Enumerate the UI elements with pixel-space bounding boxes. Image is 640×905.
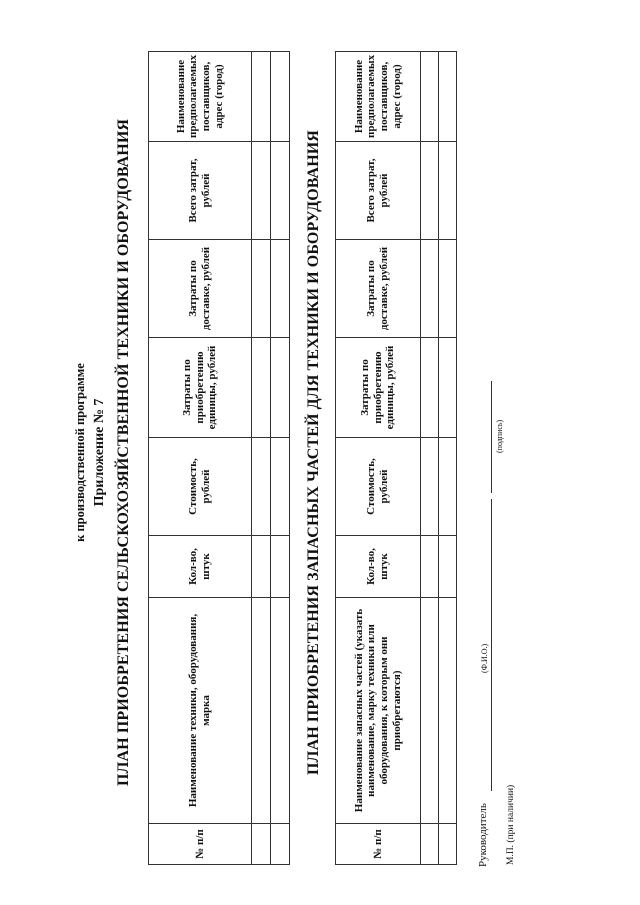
header-name: Наименование техники, оборудования, марка (149, 598, 252, 824)
table-row (439, 52, 457, 865)
table-cell[interactable] (252, 142, 271, 240)
table-cell[interactable] (421, 142, 439, 240)
header-qty: Кол-во, штук (149, 536, 252, 598)
table-row (252, 52, 271, 865)
table-cell[interactable] (439, 142, 457, 240)
fio-signature-line[interactable] (491, 499, 492, 791)
table-cell[interactable] (271, 338, 290, 438)
table-cell[interactable] (421, 598, 439, 824)
table-cell[interactable] (271, 598, 290, 824)
table-cell[interactable] (271, 142, 290, 240)
plan2-title: ПЛАН ПРИОБРЕТЕНИЯ ЗАПАСНЫХ ЧАСТЕЙ ДЛЯ ТЕХНИКИ И ОБОРУДОВАНИЯ (305, 130, 322, 775)
table-header-row (336, 52, 421, 865)
header-qty: Кол-во, штук (336, 536, 421, 598)
table-cell[interactable] (421, 52, 439, 142)
appendix-title: Приложение № 7 (92, 398, 107, 507)
table-cell[interactable] (252, 824, 271, 865)
table-cell[interactable] (421, 824, 439, 865)
plan1-title: ПЛАН ПРИОБРЕТЕНИЯ СЕЛЬСКОХОЗЯЙСТВЕННОЙ ТЕХНИКИ И ОБОРУДОВАНИЯ (115, 118, 132, 787)
header-total: Всего затрат, рублей (149, 142, 252, 240)
table-cell[interactable] (271, 240, 290, 338)
table-cell[interactable] (252, 338, 271, 438)
stamp-label: М.П. (при наличии) (506, 784, 516, 865)
table-cell[interactable] (421, 438, 439, 536)
table-cell[interactable] (252, 598, 271, 824)
table-cell[interactable] (271, 52, 290, 142)
table-cell[interactable] (252, 438, 271, 536)
table-cell[interactable] (439, 824, 457, 865)
table-cell[interactable] (439, 338, 457, 438)
table-cell[interactable] (271, 438, 290, 536)
header-num: № п/п (336, 824, 421, 865)
header-delivery: Затраты по доставке, рублей (336, 240, 421, 338)
header-unit-cost: Затраты по приобретению единицы, рублей (336, 338, 421, 438)
table-cell[interactable] (252, 240, 271, 338)
table-cell[interactable] (421, 536, 439, 598)
header-cost: Стоимость, рублей (149, 438, 252, 536)
table-cell[interactable] (439, 52, 457, 142)
signature-line[interactable] (491, 381, 492, 493)
table-cell[interactable] (421, 338, 439, 438)
table-cell[interactable] (439, 536, 457, 598)
header-unit-cost: Затраты по приобретению единицы, рублей (149, 338, 252, 438)
header-suppliers: Наименование предполагаемых поставщиков, адрес (город) (149, 52, 252, 142)
spare-parts-plan-table (335, 51, 457, 865)
table-cell[interactable] (252, 536, 271, 598)
table-cell[interactable] (271, 536, 290, 598)
table-cell[interactable] (421, 240, 439, 338)
sign-caption: (подпись) (495, 419, 504, 453)
table-cell[interactable] (439, 438, 457, 536)
table-row (421, 52, 439, 865)
appendix-subtitle: к производственной программе (73, 363, 87, 542)
fio-caption: (Ф.И.О.) (480, 643, 489, 673)
table-header-row (149, 52, 252, 865)
header-delivery: Затраты по доставке, рублей (149, 240, 252, 338)
header-total: Всего затрат, рублей (336, 142, 421, 240)
table-cell[interactable] (271, 824, 290, 865)
header-cost: Стоимость, рублей (336, 438, 421, 536)
head-label: Руководитель (477, 803, 489, 867)
header-name: Наименование запасных частей (указать наименование, марку техники или оборудования, к которым они приобретаются) (336, 598, 421, 824)
table-cell[interactable] (439, 240, 457, 338)
equipment-plan-table (148, 51, 290, 865)
table-cell[interactable] (439, 598, 457, 824)
table-row (271, 52, 290, 865)
header-num: № п/п (149, 824, 252, 865)
table-cell[interactable] (252, 52, 271, 142)
header-suppliers: Наименование предполагаемых поставщиков, адрес (город) (336, 52, 421, 142)
